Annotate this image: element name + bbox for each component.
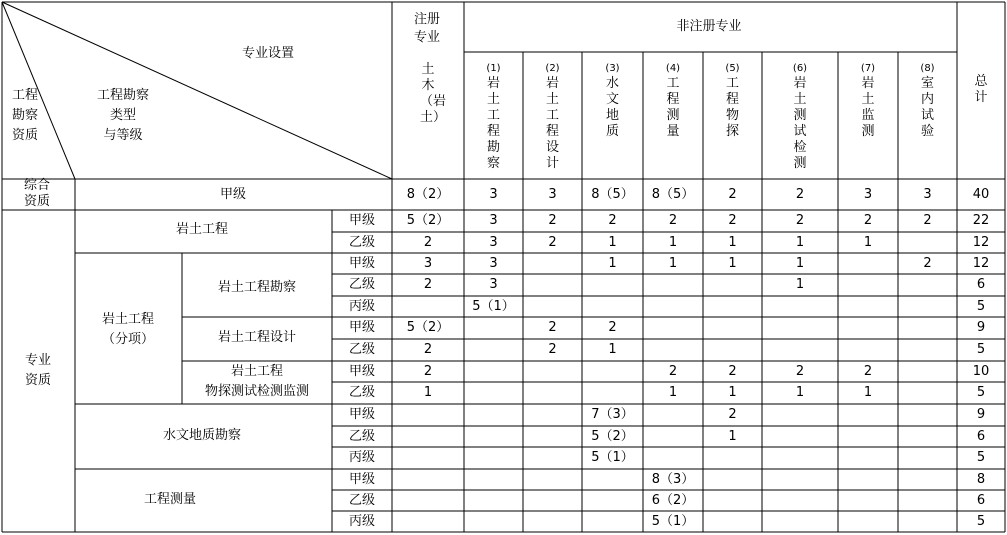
- table-cell: 2: [423, 342, 433, 357]
- table-cell: 5（2）: [591, 428, 634, 444]
- grade-label: 甲级: [348, 407, 376, 422]
- table-cell: 2: [728, 407, 737, 422]
- table-cell: 8（2）: [406, 186, 450, 202]
- table-cell: 1: [608, 234, 617, 250]
- table-cell: 2: [863, 213, 873, 228]
- unregistered-group-header: 非注册专业: [676, 19, 742, 34]
- column-number: (4): [665, 63, 681, 74]
- comprehensive-label: 综合资质: [24, 178, 51, 209]
- table-cell: 2: [548, 213, 557, 228]
- grade-label: 甲级: [348, 213, 376, 228]
- row-total: 5: [976, 298, 986, 314]
- table-cell: 2: [863, 363, 873, 379]
- group-wutan-line1: 岩土工程: [230, 364, 284, 379]
- column-number: (1): [486, 63, 501, 74]
- row-total: 5: [976, 342, 986, 357]
- grade-label: 乙级: [348, 492, 376, 508]
- table-cell: 1: [795, 277, 805, 292]
- grade-label: 甲级: [348, 471, 376, 487]
- table-cell: 1: [668, 385, 678, 400]
- row-total: 5: [976, 385, 986, 400]
- table-cell: 2: [668, 363, 678, 379]
- column-header: 岩土测试检测: [793, 76, 807, 171]
- grade-label: 乙级: [348, 385, 376, 400]
- table-cell: 3: [923, 186, 932, 202]
- grade-label: 丙级: [348, 513, 376, 529]
- group-yantu-fenxiang: 岩土工程（分项）: [101, 312, 154, 347]
- group-sheji: 岩土工程设计: [217, 330, 297, 345]
- table-cell: 3: [489, 234, 498, 250]
- group-yantu-gongcheng: 岩土工程: [175, 222, 229, 237]
- table-cell: 5（2）: [406, 320, 450, 335]
- table-cell: 2: [668, 213, 678, 228]
- table-cell: 6（2）: [651, 492, 695, 508]
- table-cell: 1: [608, 255, 617, 271]
- table-cell: 1: [728, 428, 737, 444]
- column-header: 水文地质: [605, 76, 619, 139]
- grade-label: 丙级: [348, 298, 376, 314]
- column-header: 岩土监测: [861, 76, 875, 139]
- total-header: 总计: [974, 74, 988, 105]
- table-cell: 2: [795, 186, 805, 202]
- grade-label: 甲级: [219, 186, 247, 202]
- table-cell: 1: [728, 255, 737, 271]
- corner-label-middle-1: 工程勘察: [96, 88, 150, 103]
- row-total: 6: [976, 492, 986, 508]
- table-cell: 2: [795, 363, 805, 379]
- corner-label-middle-2: 类型: [109, 108, 137, 123]
- row-total: 10: [972, 363, 990, 379]
- registered-group-header: 注册专业: [413, 12, 440, 45]
- column-header: 土木（岩土）: [420, 62, 447, 125]
- corner-label-left-1: 工程: [11, 88, 39, 103]
- table-cell: 1: [795, 385, 805, 400]
- table-cell: 5（2）: [406, 213, 450, 228]
- column-number: (5): [725, 63, 740, 74]
- table-cell: 7（3）: [591, 407, 634, 422]
- table-cell: 2: [795, 213, 805, 228]
- table-cell: 1: [795, 234, 805, 250]
- table-cell: 2: [423, 234, 433, 250]
- table-cell: 2: [728, 186, 737, 202]
- corner-label-top: 专业设置: [241, 46, 295, 61]
- table-cell: 8（5）: [651, 186, 695, 202]
- professional-label: 专业资质: [25, 353, 52, 388]
- table-cell: 3: [489, 213, 498, 228]
- table-cell: 3: [423, 255, 433, 271]
- table-cell: 1: [728, 234, 737, 250]
- column-number: (7): [860, 63, 876, 74]
- table-cell: 1: [668, 234, 678, 250]
- column-header: 工程测量: [666, 76, 680, 139]
- column-number: (3): [605, 63, 620, 74]
- table-cell: 2: [923, 255, 932, 271]
- group-shuiwen: 水文地质勘察: [162, 428, 242, 443]
- table-cell: 2: [548, 234, 557, 250]
- grade-label: 乙级: [348, 428, 376, 444]
- grade-label: 丙级: [348, 450, 376, 465]
- group-celiang: 工程测量: [143, 492, 197, 507]
- grade-label: 乙级: [348, 277, 376, 292]
- table-cell: 3: [548, 186, 557, 202]
- row-total: 12: [972, 234, 990, 250]
- grade-label: 乙级: [348, 342, 376, 357]
- row-total: 12: [972, 255, 990, 271]
- row-total: 9: [976, 407, 986, 422]
- table-cell: 1: [423, 385, 433, 400]
- row-total: 8: [976, 471, 986, 487]
- corner-label-middle-3: 与等级: [103, 128, 143, 143]
- table-cell: 2: [548, 320, 557, 335]
- table-cell: 3: [489, 186, 498, 202]
- column-number: (8): [920, 63, 935, 74]
- group-wutan-line2: 物探测试检测监测: [204, 384, 310, 399]
- table-cell: 5（1）: [651, 513, 695, 529]
- row-total: 5: [976, 450, 986, 465]
- table-cell: 2: [548, 342, 557, 357]
- column-number: (2): [545, 63, 560, 74]
- table-cell: 2: [608, 320, 617, 335]
- column-header: 工程物探: [725, 76, 739, 139]
- table-cell: 8（5）: [591, 186, 634, 202]
- table-cell: 3: [489, 255, 498, 271]
- column-number: (6): [792, 63, 808, 74]
- table-cell: 3: [863, 186, 873, 202]
- corner-diagonal: [2, 2, 392, 179]
- table-cell: 1: [795, 255, 805, 271]
- column-header: 岩土工程勘察: [486, 76, 500, 171]
- row-total: 5: [976, 513, 986, 529]
- table-cell: 2: [728, 363, 737, 379]
- group-kancha: 岩土工程勘察: [217, 280, 297, 295]
- row-total: 6: [976, 277, 986, 292]
- grade-label: 甲级: [348, 320, 376, 335]
- table-cell: 2: [608, 213, 617, 228]
- table-cell: 8（3）: [651, 471, 695, 487]
- table-cell: 1: [728, 385, 737, 400]
- table-cell: 1: [668, 255, 678, 271]
- row-total: 6: [976, 428, 986, 444]
- table-cell: 2: [923, 213, 932, 228]
- corner-label-left-3: 资质: [11, 128, 39, 143]
- column-header: 岩土工程设计: [545, 76, 559, 171]
- grade-label: 甲级: [348, 363, 376, 379]
- column-header: 室内试验: [920, 76, 934, 139]
- table-cell: 2: [423, 277, 433, 292]
- table-cell: 5（1）: [591, 450, 634, 465]
- table-cell: 1: [863, 234, 873, 250]
- table-cell: 5（1）: [472, 298, 515, 314]
- table-cell: 2: [728, 213, 737, 228]
- table-cell: 1: [863, 385, 873, 400]
- table-cell: 1: [608, 342, 617, 357]
- row-total: 40: [972, 186, 990, 202]
- table-cell: 3: [489, 277, 498, 292]
- corner-label-left-2: 勘察: [11, 108, 39, 123]
- grade-label: 甲级: [348, 255, 376, 271]
- table-cell: 2: [423, 363, 433, 379]
- row-total: 22: [972, 213, 990, 228]
- grade-label: 乙级: [348, 234, 376, 250]
- row-total: 9: [976, 320, 986, 335]
